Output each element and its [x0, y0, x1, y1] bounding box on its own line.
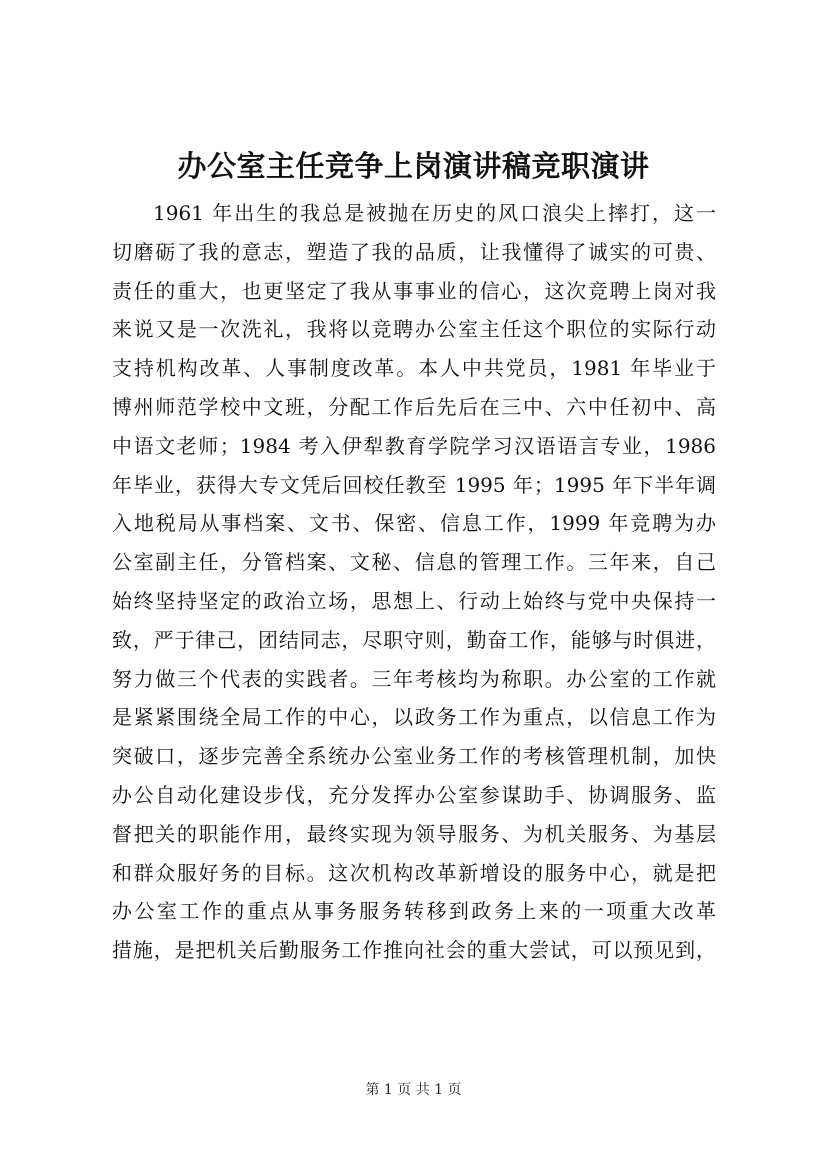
body-line: 办公室工作的重点从事务服务转移到政务上来的一项重大改革 — [112, 899, 716, 924]
body-line: 和群众服好务的目标。这次机构改革新增设的服务中心，就是把 — [112, 860, 716, 885]
body-line: 年毕业，获得大专文凭后回校任教至 1995 年；1995 年下半年调 — [112, 472, 716, 497]
body-line: 中语文老师；1984 考入伊犁教育学院学习汉语语言专业，1986 — [112, 433, 716, 458]
body-line: 措施，是把机关后勤服务工作推向社会的重大尝试，可以预见到， — [112, 938, 716, 963]
body-line: 支持机构改革、人事制度改革。本人中共党员，1981 年毕业于 — [112, 356, 716, 381]
document-body — [112, 194, 716, 970]
body-line: 入地税局从事档案、文书、保密、信息工作，1999 年竞聘为办 — [112, 511, 716, 536]
body-line: 1961 年出生的我总是被抛在历史的风口浪尖上摔打，这一 — [153, 201, 716, 225]
body-line: 博州师范学校中文班，分配工作后先后在三中、六中任初中、高 — [112, 394, 716, 419]
body-line: 是紧紧围绕全局工作的中心，以政务工作为重点，以信息工作为 — [112, 705, 716, 730]
body-line: 来说又是一次洗礼，我将以竞聘办公室主任这个职位的实际行动 — [112, 317, 716, 342]
body-line: 责任的重大，也更坚定了我从事事业的信心，这次竞聘上岗对我 — [112, 278, 716, 303]
body-line: 始终坚持坚定的政治立场，思想上、行动上始终与党中央保持一 — [112, 588, 716, 613]
body-line: 公室副主任，分管档案、文秘、信息的管理工作。三年来，自己 — [112, 550, 716, 575]
body-line: 突破口，逐步完善全系统办公室业务工作的考核管理机制，加快 — [112, 744, 716, 769]
page-footer: 第 1 页 共 1 页 — [365, 1082, 462, 1098]
body-line: 办公自动化建设步伐，充分发挥办公室参谋助手、协调服务、监 — [112, 782, 716, 807]
body-line: 致，严于律己，团结同志，尽职守则，勤奋工作，能够与时俱进， — [112, 627, 716, 652]
document-title: 办公室主任竞争上岗演讲稿竞职演讲 — [177, 149, 650, 183]
body-line: 切磨砺了我的意志，塑造了我的品质，让我懂得了诚实的可贵、 — [112, 239, 716, 264]
body-line: 督把关的职能作用，最终实现为领导服务、为机关服务、为基层 — [112, 821, 716, 846]
body-line: 努力做三个代表的实践者。三年考核均为称职。办公室的工作就 — [112, 666, 716, 691]
